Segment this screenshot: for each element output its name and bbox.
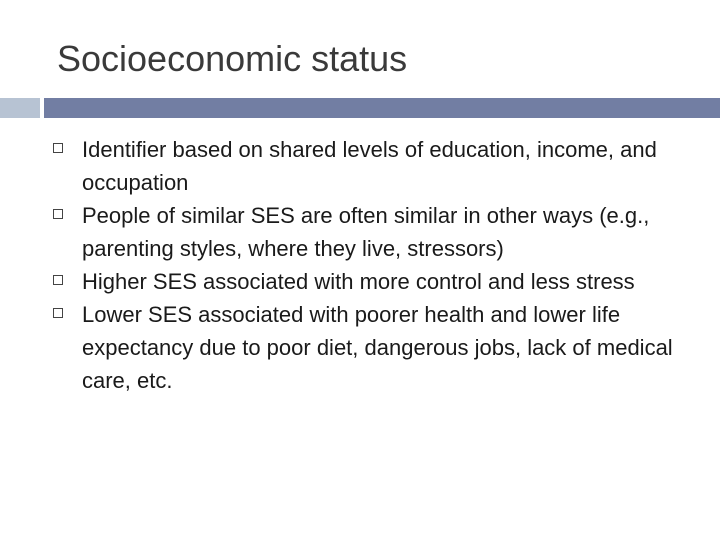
title-rule-bar xyxy=(44,98,720,118)
slide-title: Socioeconomic status xyxy=(57,38,408,79)
bullet-text: People of similar SES are often similar in other ways (e.g., parenting styles, where they live, stressors) xyxy=(82,203,650,261)
bullet-text: Higher SES associated with more control and less stress xyxy=(82,269,635,294)
hollow-square-icon xyxy=(53,275,63,285)
bullet-text: Lower SES associated with poorer health and lower life expectancy due to poor diet, dangerous jobs, lack of medical care, etc. xyxy=(82,302,673,393)
bullet-item xyxy=(0,133,720,199)
bullet-text: Identifier based on shared levels of education, income, and occupation xyxy=(82,137,657,195)
hollow-square-icon xyxy=(53,143,63,153)
hollow-square-icon xyxy=(53,308,63,318)
bullet-item xyxy=(0,298,720,397)
bullet-item xyxy=(0,265,720,298)
title-rule-accent-left xyxy=(0,98,40,118)
hollow-square-icon xyxy=(53,209,63,219)
bullet-list xyxy=(0,133,720,397)
bullet-item xyxy=(0,199,720,265)
